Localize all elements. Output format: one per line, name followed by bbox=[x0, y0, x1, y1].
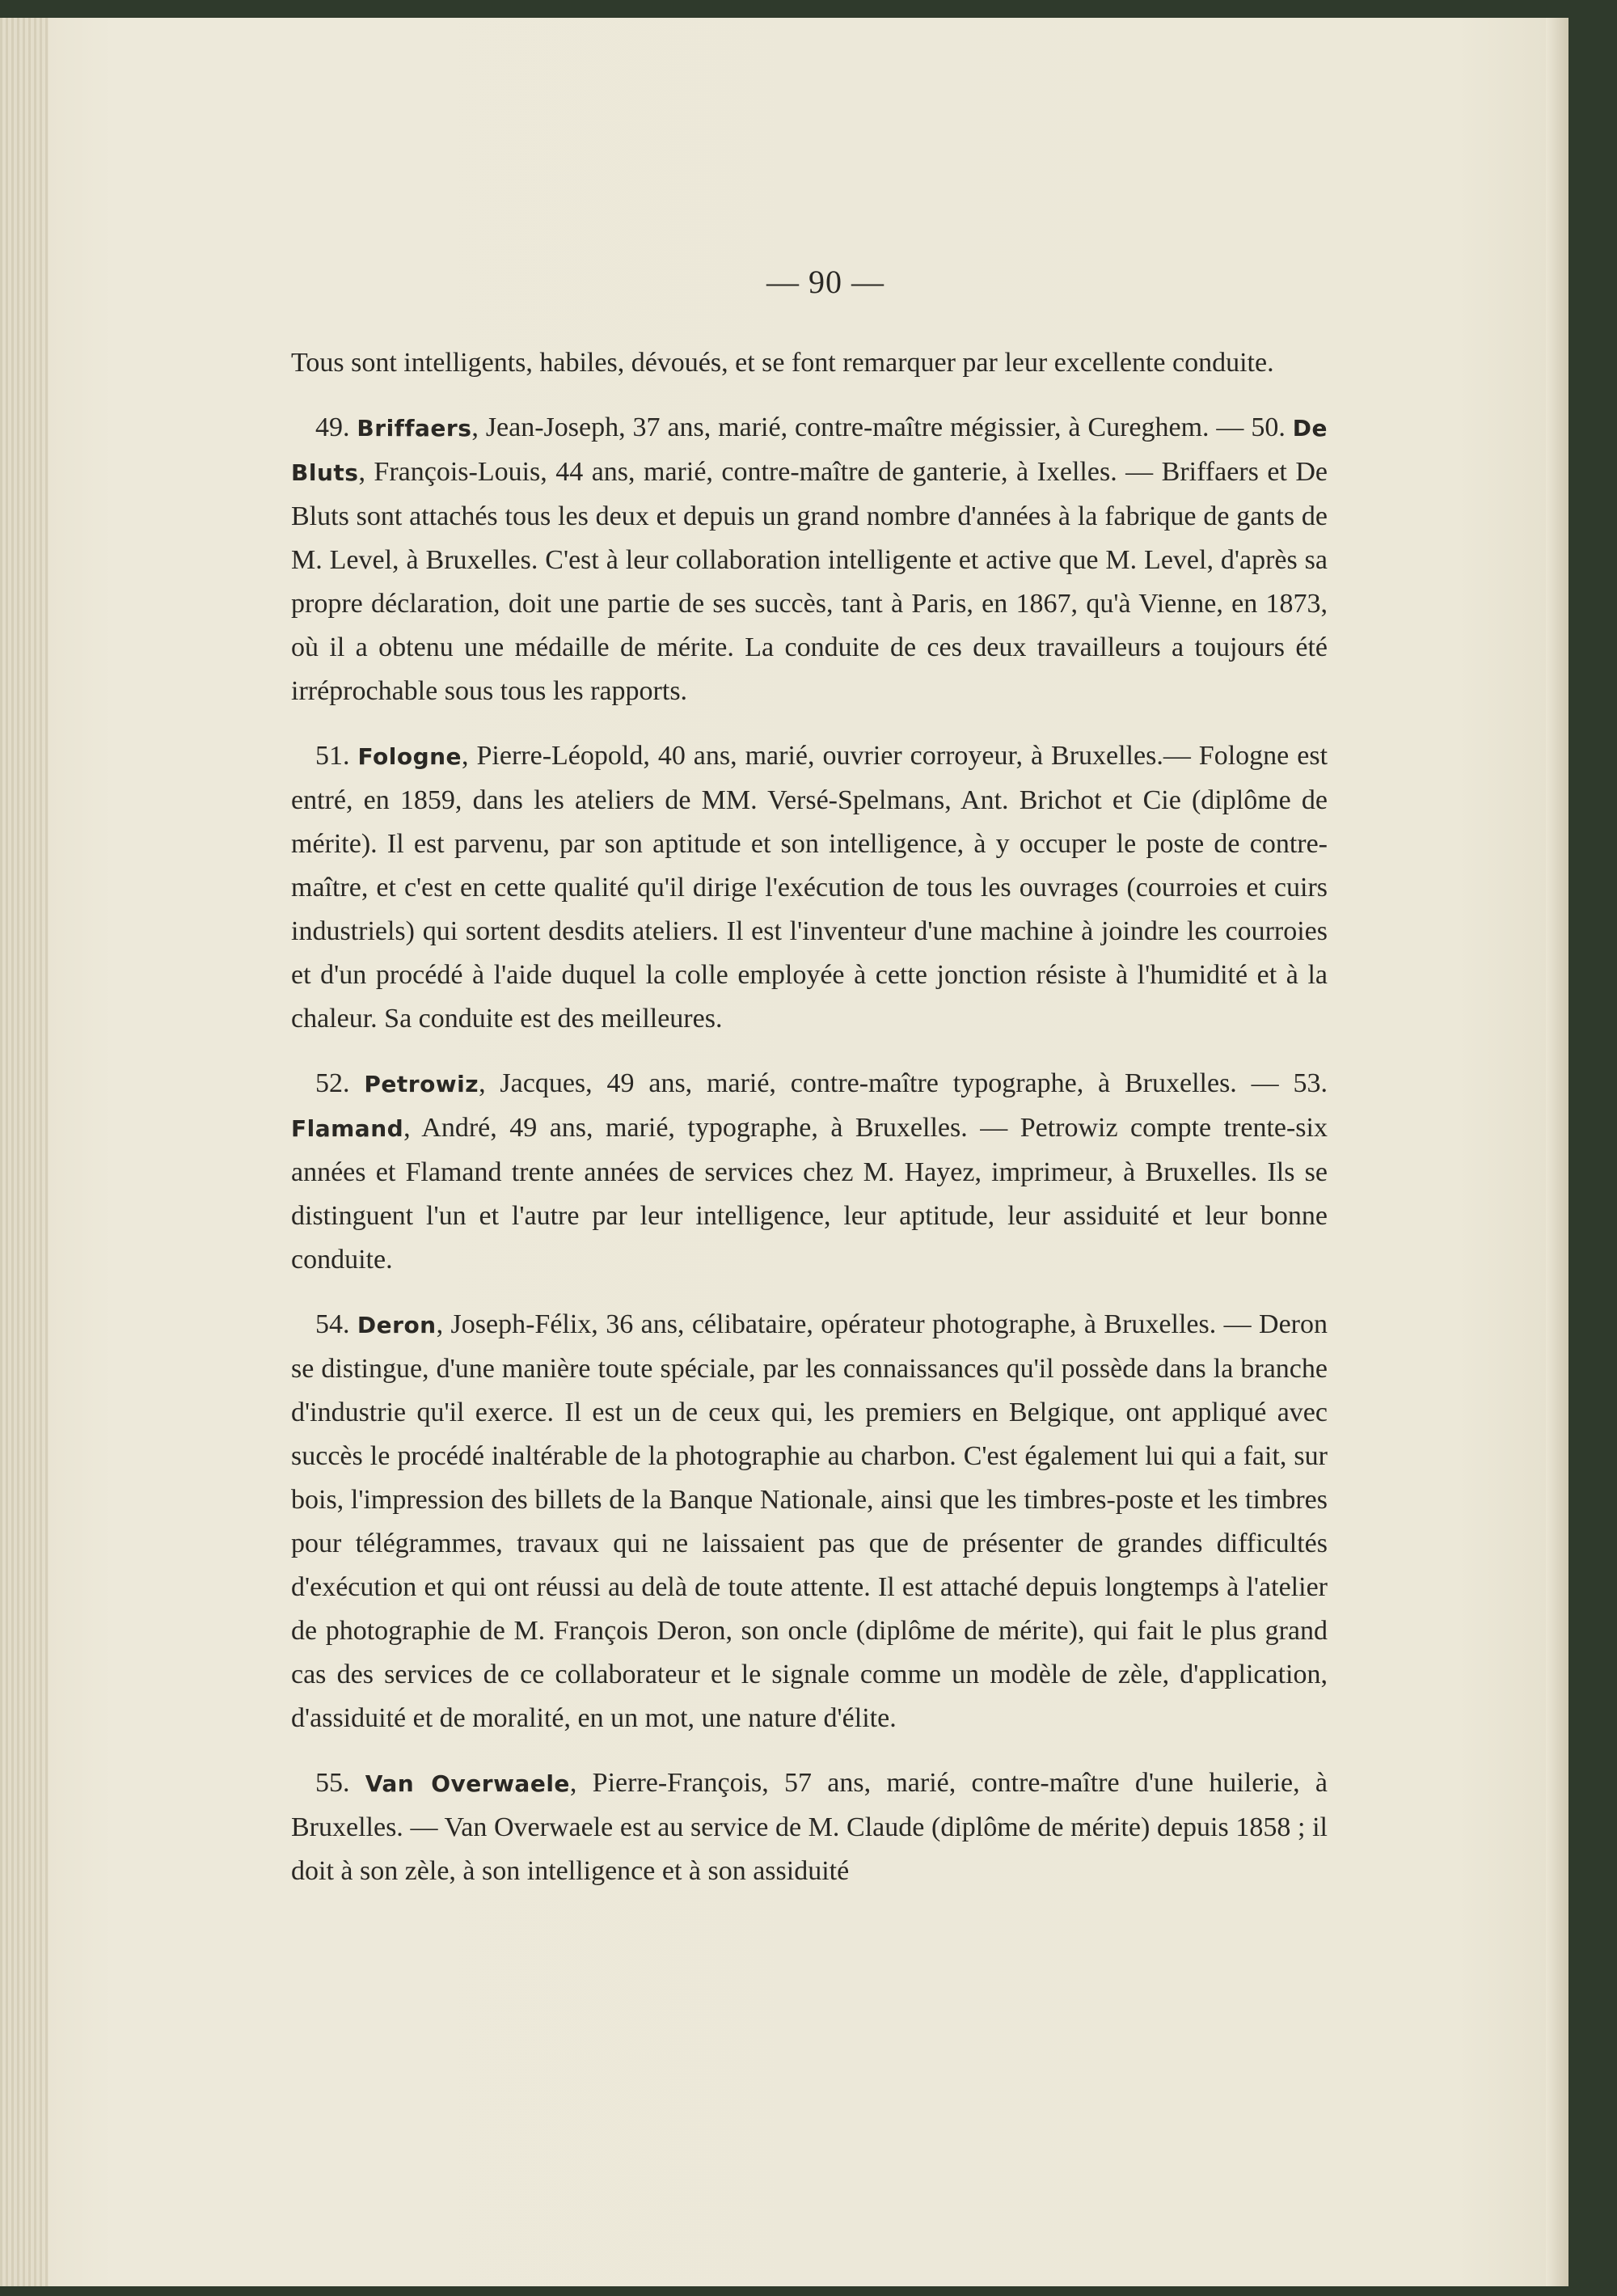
page-content bbox=[291, 260, 1328, 1914]
person-name: Fologne bbox=[357, 743, 462, 770]
person-name: De Bluts bbox=[291, 415, 1328, 486]
intro-text: Tous sont intelligents, habiles, dévoués, et se font remarquer par leur excellente conduite. bbox=[291, 348, 1274, 378]
entry-text: , Jean-Joseph, 37 ans, marié, contre-maître mégissier, à Cureghem. — 50. bbox=[471, 412, 1286, 442]
page-number: — 90 — bbox=[766, 264, 884, 300]
entry-number: 49. bbox=[315, 412, 350, 442]
entry-number: 54. bbox=[315, 1309, 350, 1339]
entry-54 bbox=[291, 1303, 1328, 1740]
entry-text: , André, 49 ans, marié, typographe, à Bruxelles. — Petrowiz compte trente-six années et Flamand trente années de services chez M. Hayez, imprimeur, à Bruxelles. Ils se distinguent l'un et l'autre par leur intelligence, leur aptitude, leur assiduité et leur bonne conduite. bbox=[291, 1113, 1328, 1275]
person-name: Flamand bbox=[291, 1115, 404, 1142]
page-edge bbox=[1546, 18, 1568, 2286]
entry-55 bbox=[291, 1761, 1328, 1893]
entry-49 bbox=[291, 406, 1328, 713]
entry-number: 51. bbox=[315, 741, 350, 771]
person-name: Briffaers bbox=[357, 415, 472, 442]
person-name: Petrowiz bbox=[364, 1071, 479, 1097]
entry-52 bbox=[291, 1062, 1328, 1282]
entry-51 bbox=[291, 734, 1328, 1041]
entry-number: 55. bbox=[315, 1768, 350, 1798]
intro-paragraph bbox=[291, 341, 1328, 385]
entry-text: , Pierre-François, 57 ans, marié, contre-maître d'une huilerie, à Bruxelles. — Van Overwaele est au service de M. Claude (diplôme de mérite) depuis 1858 ; il doit à son zèle, à son intelligence et à son assiduité bbox=[291, 1768, 1328, 1886]
entry-text: , Joseph-Félix, 36 ans, célibataire, opérateur photographe, à Bruxelles. — Deron se distingue, d'une manière toute spéciale, par les connaissances qu'il possède dans la branche d'industrie qu'il exerce. Il est un de ceux qui, les premiers en Belgique, ont appliqué avec succès le procédé inaltérable de la photographie au charbon. C'est également lui qui a fait, sur bois, l'impression des billets de la Banque Nationale, ainsi que les timbres-poste et les timbres pour télégrammes, travaux qui ne laissaient pas que de présenter de grandes difficultés d'exécution et qui ont réussi au delà de toute attente. Il est attaché depuis longtemps à l'atelier de photographie de M. François Deron, son oncle (diplôme de mérite), qui fait le plus grand cas des services de ce collaborateur et le signale comme un modèle de zèle, d'application, d'assiduité et de moralité, en un mot, une nature d'élite. bbox=[291, 1309, 1328, 1733]
entry-number: 52. bbox=[315, 1068, 350, 1098]
entry-text: , François-Louis, 44 ans, marié, contre-maître de ganterie, à Ixelles. — Briffaers et De Bluts sont attachés tous les deux et depuis un grand nombre d'années à la fabrique de gants de M. Level, à Bruxelles. C'est à leur collaboration intelligente et active que M. Level, d'après sa propre déclaration, doit une partie de ses succès, tant à Paris, en 1867, qu'à Vienne, en 1873, où il a obtenu une médaille de mérite. La conduite de ces deux travailleurs a toujours été irréprochable sous tous les rapports. bbox=[291, 457, 1328, 706]
page-gutter bbox=[0, 18, 49, 2286]
person-name: Deron bbox=[357, 1312, 437, 1338]
entry-text: , Pierre-Léopold, 40 ans, marié, ouvrier corroyeur, à Bruxelles.— Fologne est entré, en 1859, dans les ateliers de MM. Versé-Spelmans, Ant. Brichot et Cie (diplôme de mérite). Il est parvenu, par son aptitude et son intelligence, à y occuper le poste de contre-maître, et c'est en cette qualité qu'il dirige l'exécution de tous les ouvrages (courroies et cuirs industriels) qui sortent desdits ateliers. Il est l'inventeur d'une machine à joindre les courroies et d'un procédé à l'aide duquel la colle employée à cette jonction résiste à l'humidité et à la chaleur. Sa conduite est des meilleures. bbox=[291, 741, 1328, 1034]
person-name: Van Overwaele bbox=[365, 1770, 570, 1797]
book-page bbox=[0, 18, 1568, 2286]
entry-text: , Jacques, 49 ans, marié, contre-maître typographe, à Bruxelles. — 53. bbox=[479, 1068, 1328, 1098]
